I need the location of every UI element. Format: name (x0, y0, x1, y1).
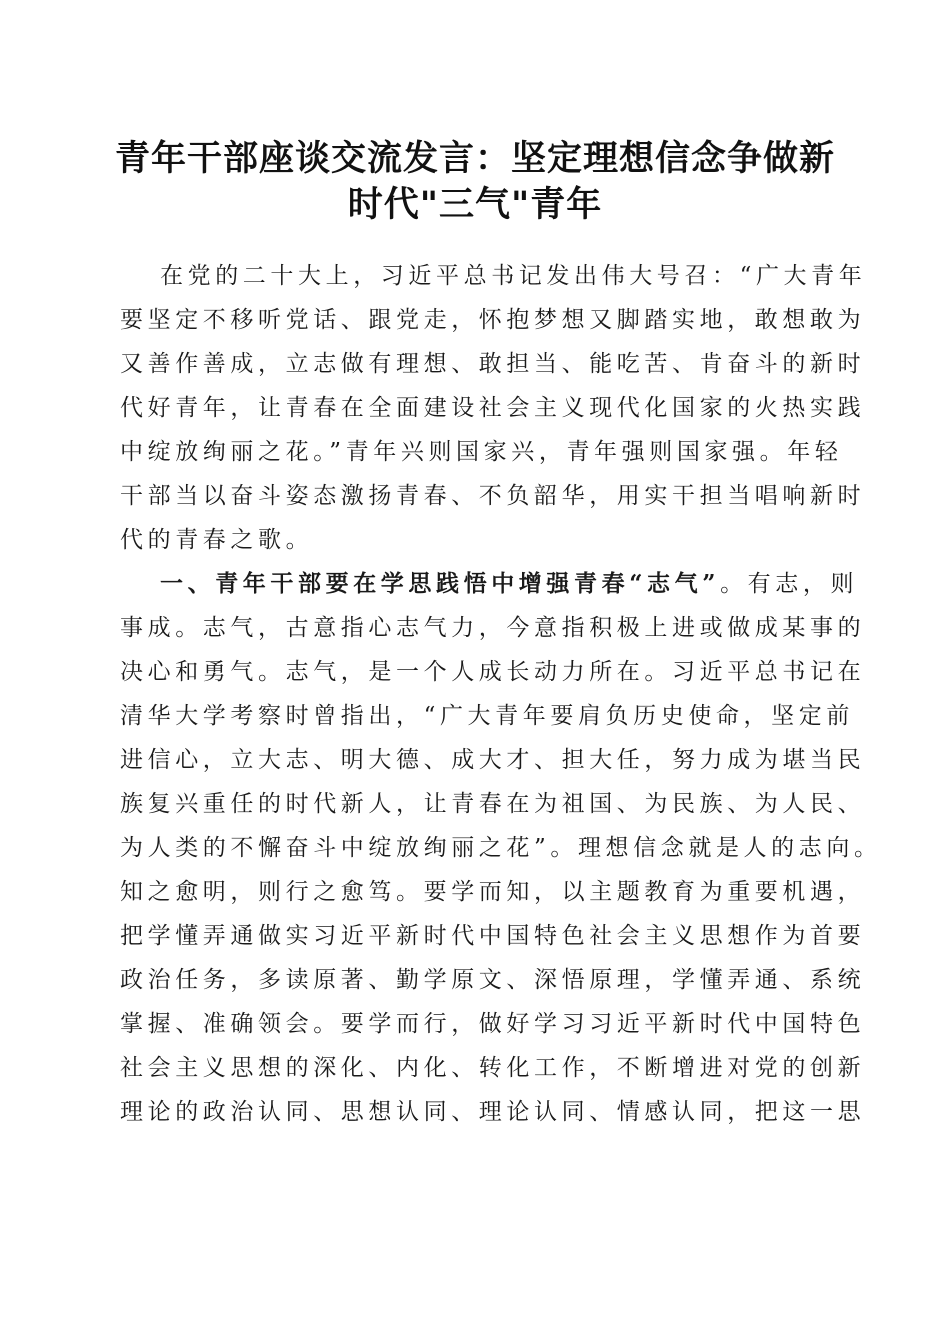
section-1-heading-tail: 。有志，则 (720, 571, 859, 597)
section-1-line: 为人类的不懈奋斗中绽放绚丽之花”。理想信念就是人的志向。 (120, 835, 882, 861)
section-1-line: 知之愈明，则行之愈笃。要学而知，以主题教育为重要机遇， (120, 879, 866, 905)
section-1-line: 理论的政治认同、思想认同、理论认同、情感认同，把这一思 (120, 1099, 866, 1125)
paragraph-1-line: 又善作善成，立志做有理想、敢担当、能吃苦、肯奋斗的新时 (120, 351, 866, 377)
section-1-line: 决心和勇气。志气，是一个人成长动力所在。习近平总书记在 (120, 659, 866, 685)
section-1-line: 进信心，立大志、明大德、成大才、担大任，努力成为堪当民 (120, 747, 866, 773)
document-title (100, 136, 850, 228)
section-1-line: 把学懂弄通做实习近平新时代中国特色社会主义思想作为首要 (120, 923, 866, 949)
paragraph-1-line: 干部当以奋斗姿态激扬青春、不负韶华，用实干担当唱响新时 (120, 483, 866, 509)
section-1-line: 族复兴重任的时代新人，让青春在为祖国、为民族、为人民、 (120, 791, 866, 817)
section-1-line: 事成。志气，古意指心志气力，今意指积极上进或做成某事的 (120, 615, 866, 641)
paragraph-1-line: 要坚定不移听党话、跟党走，怀抱梦想又脚踏实地，敢想敢为 (120, 307, 866, 333)
title-line-2: 时代"三气"青年 (347, 184, 603, 225)
section-1-line: 清华大学考察时曾指出，“广大青年要肩负历史使命，坚定前 (120, 703, 854, 729)
section-1-line: 社会主义思想的深化、内化、转化工作，不断增进对党的创新 (120, 1055, 866, 1081)
section-1-heading: 一、青年干部要在学思践悟中增强青春“志气” (160, 570, 721, 597)
paragraph-1-line: 代的青春之歌。 (120, 527, 314, 553)
section-1-line: 政治任务，多读原著、勤学原文、深悟原理，学懂弄通、系统 (120, 967, 866, 993)
title-line-1: 青年干部座谈交流发言：坚定理想信念争做新 (114, 138, 835, 179)
paragraph-1-line: 在党的二十大上，习近平总书记发出伟大号召：“广大青年 (160, 263, 867, 289)
paragraph-1-line: 中绽放绚丽之花。”青年兴则国家兴，青年强则国家强。年轻 (120, 439, 843, 465)
document-body (120, 254, 882, 1134)
paragraph-1-line: 代好青年，让青春在全面建设社会主义现代化国家的火热实践 (120, 395, 866, 421)
section-1-line: 掌握、准确领会。要学而行，做好学习习近平新时代中国特色 (120, 1011, 866, 1037)
section-1-first-line (120, 562, 859, 606)
